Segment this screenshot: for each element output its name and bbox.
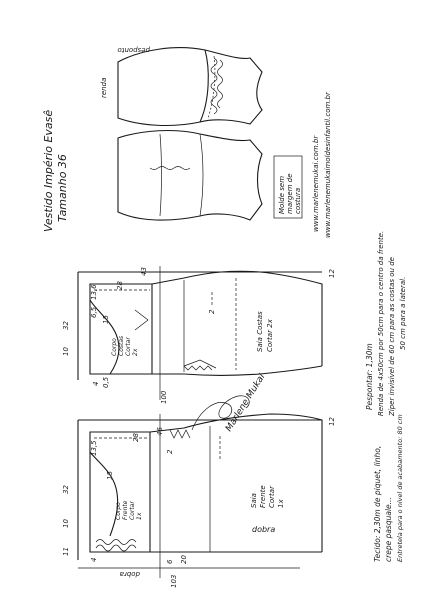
front-bodice-l1: Corpo	[115, 502, 122, 520]
instr-tecido: Tecido: 2,30m de piquet, linho,	[373, 445, 382, 562]
m-15a: 15	[102, 315, 110, 324]
note-line3: costura	[294, 187, 302, 214]
signature	[192, 372, 268, 434]
front-bodice-l3: Cortar	[129, 501, 136, 520]
m-136: 13,6	[90, 284, 98, 300]
m-32b: 32	[62, 485, 70, 494]
m-100: 100	[160, 390, 168, 404]
front-bodice-l4: 1x	[136, 512, 143, 520]
website-1: www.marlenemukai.com.br	[312, 135, 320, 232]
instr-pesponto: Pespontar: 1,30m	[365, 343, 374, 410]
m-32a: 32	[62, 321, 70, 330]
instr-renda: Renda de 4x50cm por 50cm para o centro da frente.	[377, 230, 385, 416]
dress-sketch	[100, 46, 262, 220]
back-bodice-l1: Corpo	[111, 338, 118, 356]
title-block	[42, 110, 69, 232]
note-box	[274, 156, 302, 218]
note-line2: margem de	[286, 173, 294, 214]
back-skirt-l2: Cortar 2x	[266, 319, 274, 352]
instructions-right	[365, 231, 407, 417]
back-pattern	[62, 266, 336, 404]
websites	[312, 91, 332, 238]
m-12b: 12	[328, 417, 336, 426]
front-skirt-l4: 1x	[277, 499, 285, 508]
note-line1: Molde sem	[278, 175, 286, 214]
m-10b: 10	[62, 519, 70, 528]
m-65: 6,5	[90, 306, 98, 318]
m-2b: 2	[166, 449, 174, 454]
m-6: 6	[166, 559, 174, 564]
instr-ziper: Zíper invisível de 60 cm para as costas ou de	[388, 257, 396, 416]
m-4a: 4	[92, 381, 100, 386]
instr-tecido2: crepe pasquale...	[384, 497, 393, 562]
back-bodice-l3: Cortar	[125, 337, 132, 356]
title-line1: Vestido Império Evasê	[42, 109, 55, 232]
signature-text: Marlene Mukai	[224, 372, 268, 434]
m-15b: 15	[106, 471, 114, 480]
m-12a: 12	[328, 269, 336, 278]
dobra-2: dobra	[119, 570, 140, 578]
back-bodice-l2: Costas	[118, 335, 125, 356]
dobra-1: dobra	[252, 525, 276, 534]
instr-entretela: Entretela para o nível de acabamento: 80 cm	[396, 414, 404, 562]
m-20: 20	[180, 555, 188, 564]
m-05a: 0,5	[102, 376, 110, 388]
sketch-label-renda: renda	[100, 77, 108, 98]
m-135: 13,5	[90, 440, 98, 456]
instr-ziper2: 50 cm para a lateral.	[399, 276, 407, 350]
front-bodice-l2: Frente	[122, 500, 129, 520]
back-skirt-l1: Saia Costas	[256, 311, 264, 352]
m-10a: 10	[62, 347, 70, 356]
front-skirt-l1: Saia	[250, 493, 258, 508]
front-skirt-l2: Frente	[259, 485, 267, 508]
front-pattern	[62, 414, 336, 588]
m-43: 43	[140, 267, 148, 276]
m-2a: 2	[208, 309, 216, 314]
m-46: 46	[156, 427, 164, 436]
m-28b: 28	[132, 433, 140, 442]
website-2: www.marlenemukaimoldesinfantil.com.br	[324, 92, 332, 238]
m-28: 28	[116, 281, 124, 290]
back-bodice-l4: 2x	[132, 348, 139, 356]
m-4b: 4	[90, 557, 98, 562]
m-103: 103	[170, 574, 178, 588]
title-line2: Tamanho 36	[56, 154, 69, 222]
m-11: 11	[62, 547, 70, 556]
instructions-left	[373, 414, 404, 562]
sketch-label-pesponto: pesponto	[117, 46, 150, 54]
front-skirt-l3: Cortar	[268, 486, 276, 508]
